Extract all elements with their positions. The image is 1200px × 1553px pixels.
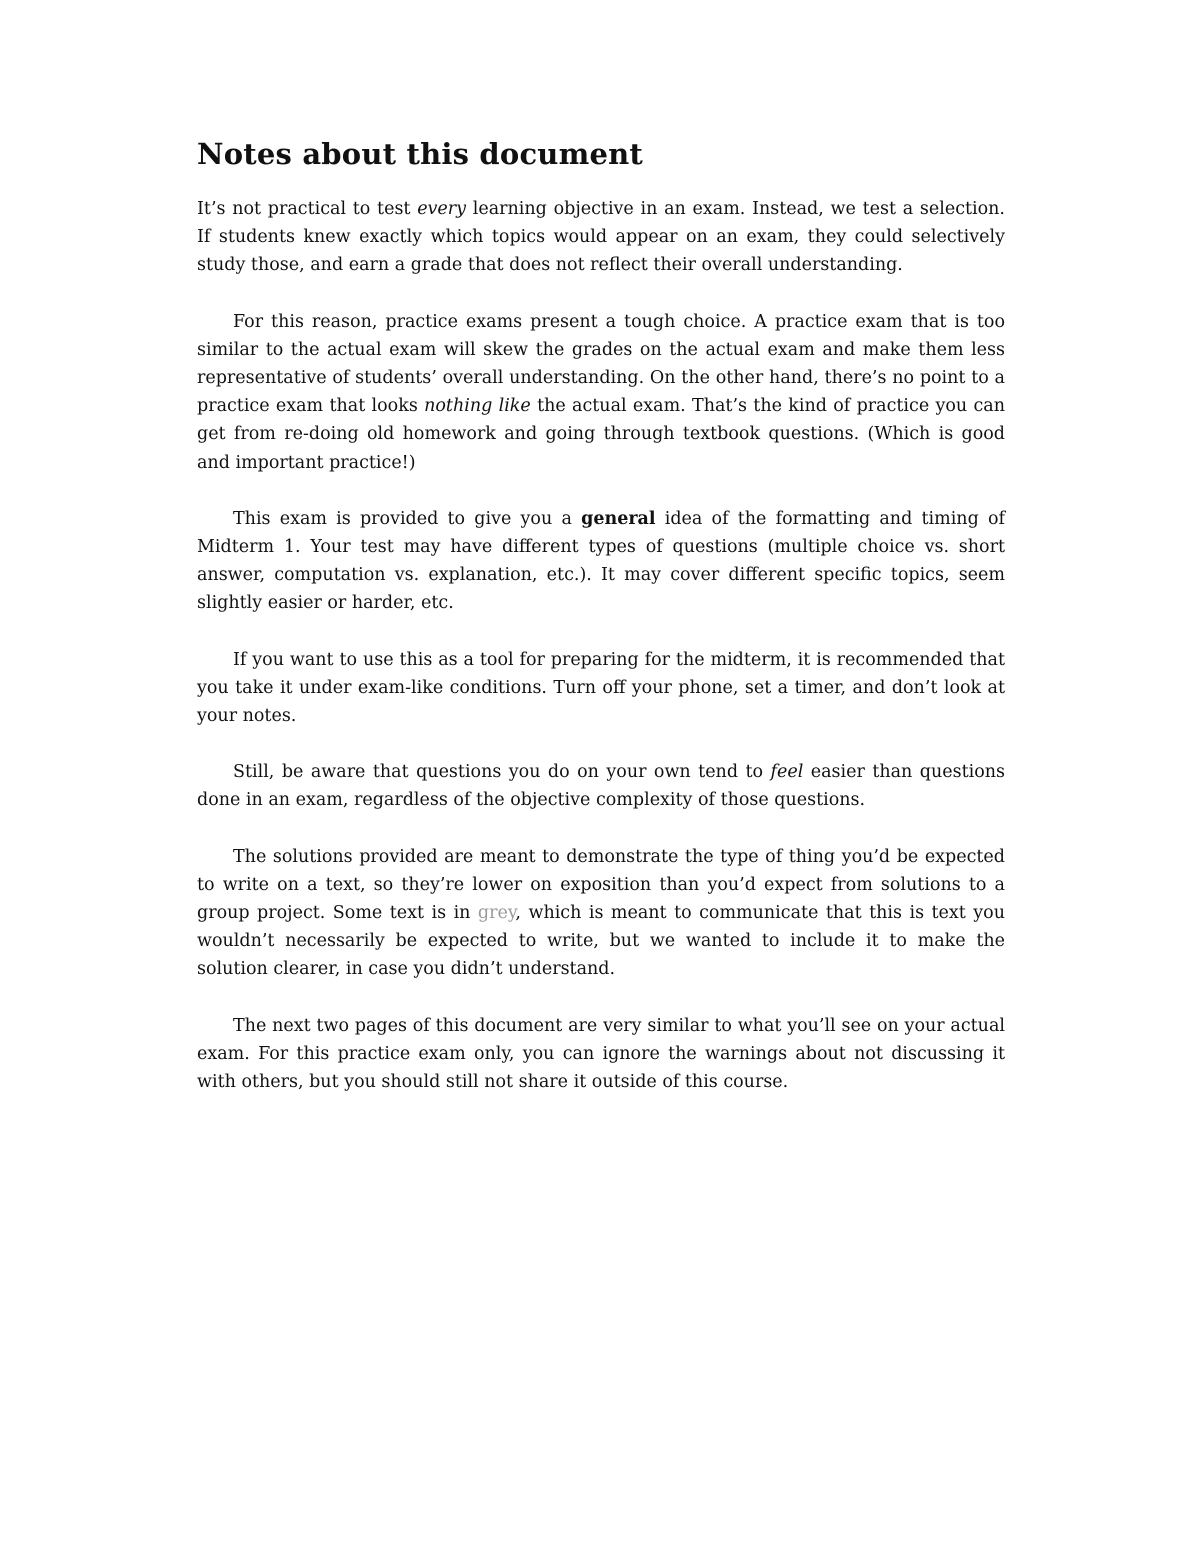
paragraph-text: idea of the formatting and timing of Midterm 1. Your test may have different types of questions (multiple choice vs. short answer, computation vs. explanation, etc.). It may cover different specific topics, seem slightly easier or harder, etc. bbox=[197, 508, 1005, 614]
paragraph-text: The solutions provided are meant to demonstrate the type of thing you’d be expected to write on a text, so they’re lower on exposition than you’d expect from solutions to a group project. Some text is in bbox=[197, 846, 1005, 924]
paragraph-7 bbox=[197, 1012, 1005, 1097]
paragraph-text: It’s not practical to test bbox=[197, 199, 418, 219]
document-body bbox=[197, 133, 1005, 1124]
grey-text-sample: grey bbox=[477, 903, 516, 924]
paragraph-text: If you want to use this as a tool for preparing for the midterm, it is recommended that you take it under exam-like conditions. Turn off your phone, set a timer, and don’t look at your notes. bbox=[197, 649, 1005, 727]
bold-text: general bbox=[581, 508, 656, 529]
emphasis-text: every bbox=[417, 199, 467, 219]
paragraph-6 bbox=[197, 843, 1005, 984]
paragraph-text: the actual exam. That’s the kind of practice you can get from re-doing old homework and going through textbook questions. (Which is good and important practice!) bbox=[197, 396, 1005, 473]
paragraph-5 bbox=[197, 758, 1005, 814]
paragraph-text: Still, be aware that questions you do on your own tend to bbox=[233, 762, 771, 783]
document-title: Notes about this document bbox=[197, 137, 644, 171]
emphasis-text: feel bbox=[770, 762, 804, 783]
paragraph-4 bbox=[197, 646, 1005, 731]
paragraph-text: For this reason, practice exams present a tough choice. A practice exam that is too similar to the actual exam will skew the grades on the actual exam and make them less representative of students’ overall understanding. On the other hand, there’s no point to a practice exam that looks bbox=[197, 311, 1005, 417]
paragraph-text: , which is meant to communicate that this is text you wouldn’t necessarily be expected to write, but we wanted to include it to make the solution clearer, in case you didn’t understand. bbox=[197, 903, 1005, 980]
paragraph-2 bbox=[197, 308, 1005, 477]
emphasis-text: nothing like bbox=[424, 396, 531, 417]
paragraph-text: The next two pages of this document are very similar to what you’ll see on your actual exam. For this practice exam only, you can ignore the warnings about not discussing it with others, but you should still not share it outside of this course. bbox=[197, 1015, 1005, 1093]
paragraph-text: easier than questions done in an exam, regardless of the objective complexity of those questions. bbox=[197, 762, 1006, 811]
paragraph-text: learning objective in an exam. Instead, we test a selection. If students knew exactly which topics would appear on an exam, they could selectively study those, and earn a grade that does not reflect their overall understanding. bbox=[197, 199, 1005, 276]
paragraph-text: This exam is provided to give you a bbox=[233, 508, 582, 529]
paragraph-1 bbox=[197, 195, 1005, 280]
paragraph-3 bbox=[197, 505, 1005, 618]
